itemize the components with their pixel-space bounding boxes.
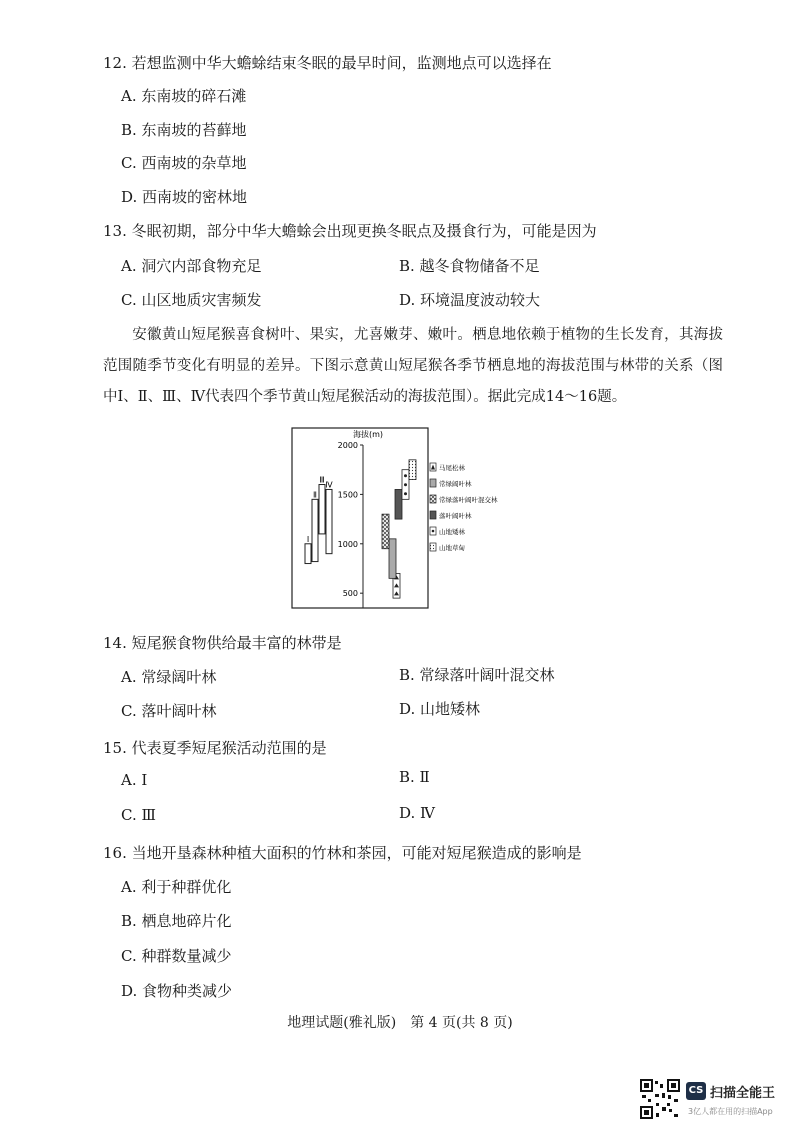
season-label: Ⅱ [313,490,317,500]
scanner-tagline: 3亿人都在用的扫描App [688,1107,773,1116]
q12-option-c: C. 西南坡的杂草地 [121,154,247,172]
q14-stem: 14. 短尾猴食物供给最丰富的林带是 [103,634,342,652]
legend-label: 常绿落叶阔叶混交林 [439,496,498,504]
altitude-figure [291,427,506,610]
forest-belt-bar [409,460,416,480]
passage-text: 安徽黄山短尾猴喜食树叶、果实，尤喜嫩芽、嫩叶。栖息地依赖于植物的生长发育，其海拔范围随季节变化有明显的差异。下图示意黄山短尾猴各季节栖息地的海拔范围与林带的关系（图中Ⅰ、Ⅱ、Ⅲ、Ⅳ代表四个季节黄山短尾猴活动的海拔范围）。据此完成14～16题。 [103,327,723,405]
scanner-watermark [640,1079,790,1121]
legend-swatch [430,495,436,503]
q13-option-a: A. 洞穴内部食物充足 [121,257,262,275]
q15-option-c: C. Ⅲ [121,806,156,824]
tick-label: 1500 [337,490,358,500]
q14-option-a: A. 常绿阔叶林 [121,668,217,686]
q13-option-d: D. 环境温度波动较大 [399,291,541,309]
q12-stem: 12. 若想监测中华大蟾蜍结束冬眠的最早时间，监测地点可以选择在 [103,54,552,72]
q16-option-d: D. 食物种类减少 [121,982,233,1000]
q15-stem: 15. 代表夏季短尾猴活动范围的是 [103,739,327,757]
axis-title: 海拔(m) [353,430,384,439]
scanner-logo-badge: CS [686,1082,706,1100]
q12-option-d: D. 西南坡的密林地 [121,188,248,206]
season-range-bar [305,544,311,564]
legend [430,463,498,552]
forest-belt-bar [382,514,389,549]
forest-belt-bar [389,539,396,579]
page-footer: 地理试题(雅礼版) 第 4 页(共 8 页) [287,1015,513,1031]
shrub-icon [404,474,407,477]
tick-label: 500 [342,589,358,599]
q16-option-c: C. 种群数量减少 [121,947,232,965]
shrub-icon [432,530,435,533]
season-range-bar [326,489,332,553]
legend-label: 常绿阔叶林 [439,480,472,488]
season-label: Ⅰ [306,534,310,544]
season-label: Ⅲ [319,475,325,485]
q13-option-b: B. 越冬食物储备不足 [399,257,540,275]
q13-stem: 13. 冬眠初期，部分中华大蟾蜍会出现更换冬眠点及摄食行为，可能是因为 [103,222,597,240]
q12-option-b: B. 东南坡的苔藓地 [121,121,247,139]
q12-option-a: A. 东南坡的碎石滩 [121,87,247,105]
shrub-icon [404,492,407,495]
forest-belt-bar [395,489,402,519]
q16-stem: 16. 当地开垦森林种植大面积的竹林和茶园，可能对短尾猴造成的影响是 [103,844,582,862]
legend-swatch [430,479,436,487]
tick-label: 2000 [337,441,358,450]
legend-swatch [430,511,436,519]
legend-label: 山地矮林 [439,528,465,536]
scanner-brand: 扫描全能王 [710,1086,776,1101]
q16-option-b: B. 栖息地碎片化 [121,912,232,930]
q15-option-d: D. Ⅳ [399,804,436,822]
q15-option-a: A. Ⅰ [121,771,148,789]
shrub-icon [404,483,407,486]
season-range-bar [312,499,318,561]
q13-option-c: C. 山区地质灾害频发 [121,291,262,309]
q14-option-b: B. 常绿落叶阔叶混交林 [399,666,555,684]
legend-swatch [430,543,436,551]
q14-option-c: C. 落叶阔叶林 [121,702,217,720]
q14-option-d: D. 山地矮林 [399,700,481,718]
passage [103,320,723,413]
q16-option-a: A. 利于种群优化 [121,878,232,896]
legend-label: 山地草甸 [439,544,465,552]
legend-label: 落叶阔叶林 [439,512,472,520]
season-range-bar [319,485,325,534]
season-label: Ⅳ [325,480,333,490]
q15-option-b: B. Ⅱ [399,768,430,786]
qr-code-icon [640,1079,680,1119]
legend-label: 马尾松林 [439,464,465,472]
tick-label: 1000 [337,539,358,549]
